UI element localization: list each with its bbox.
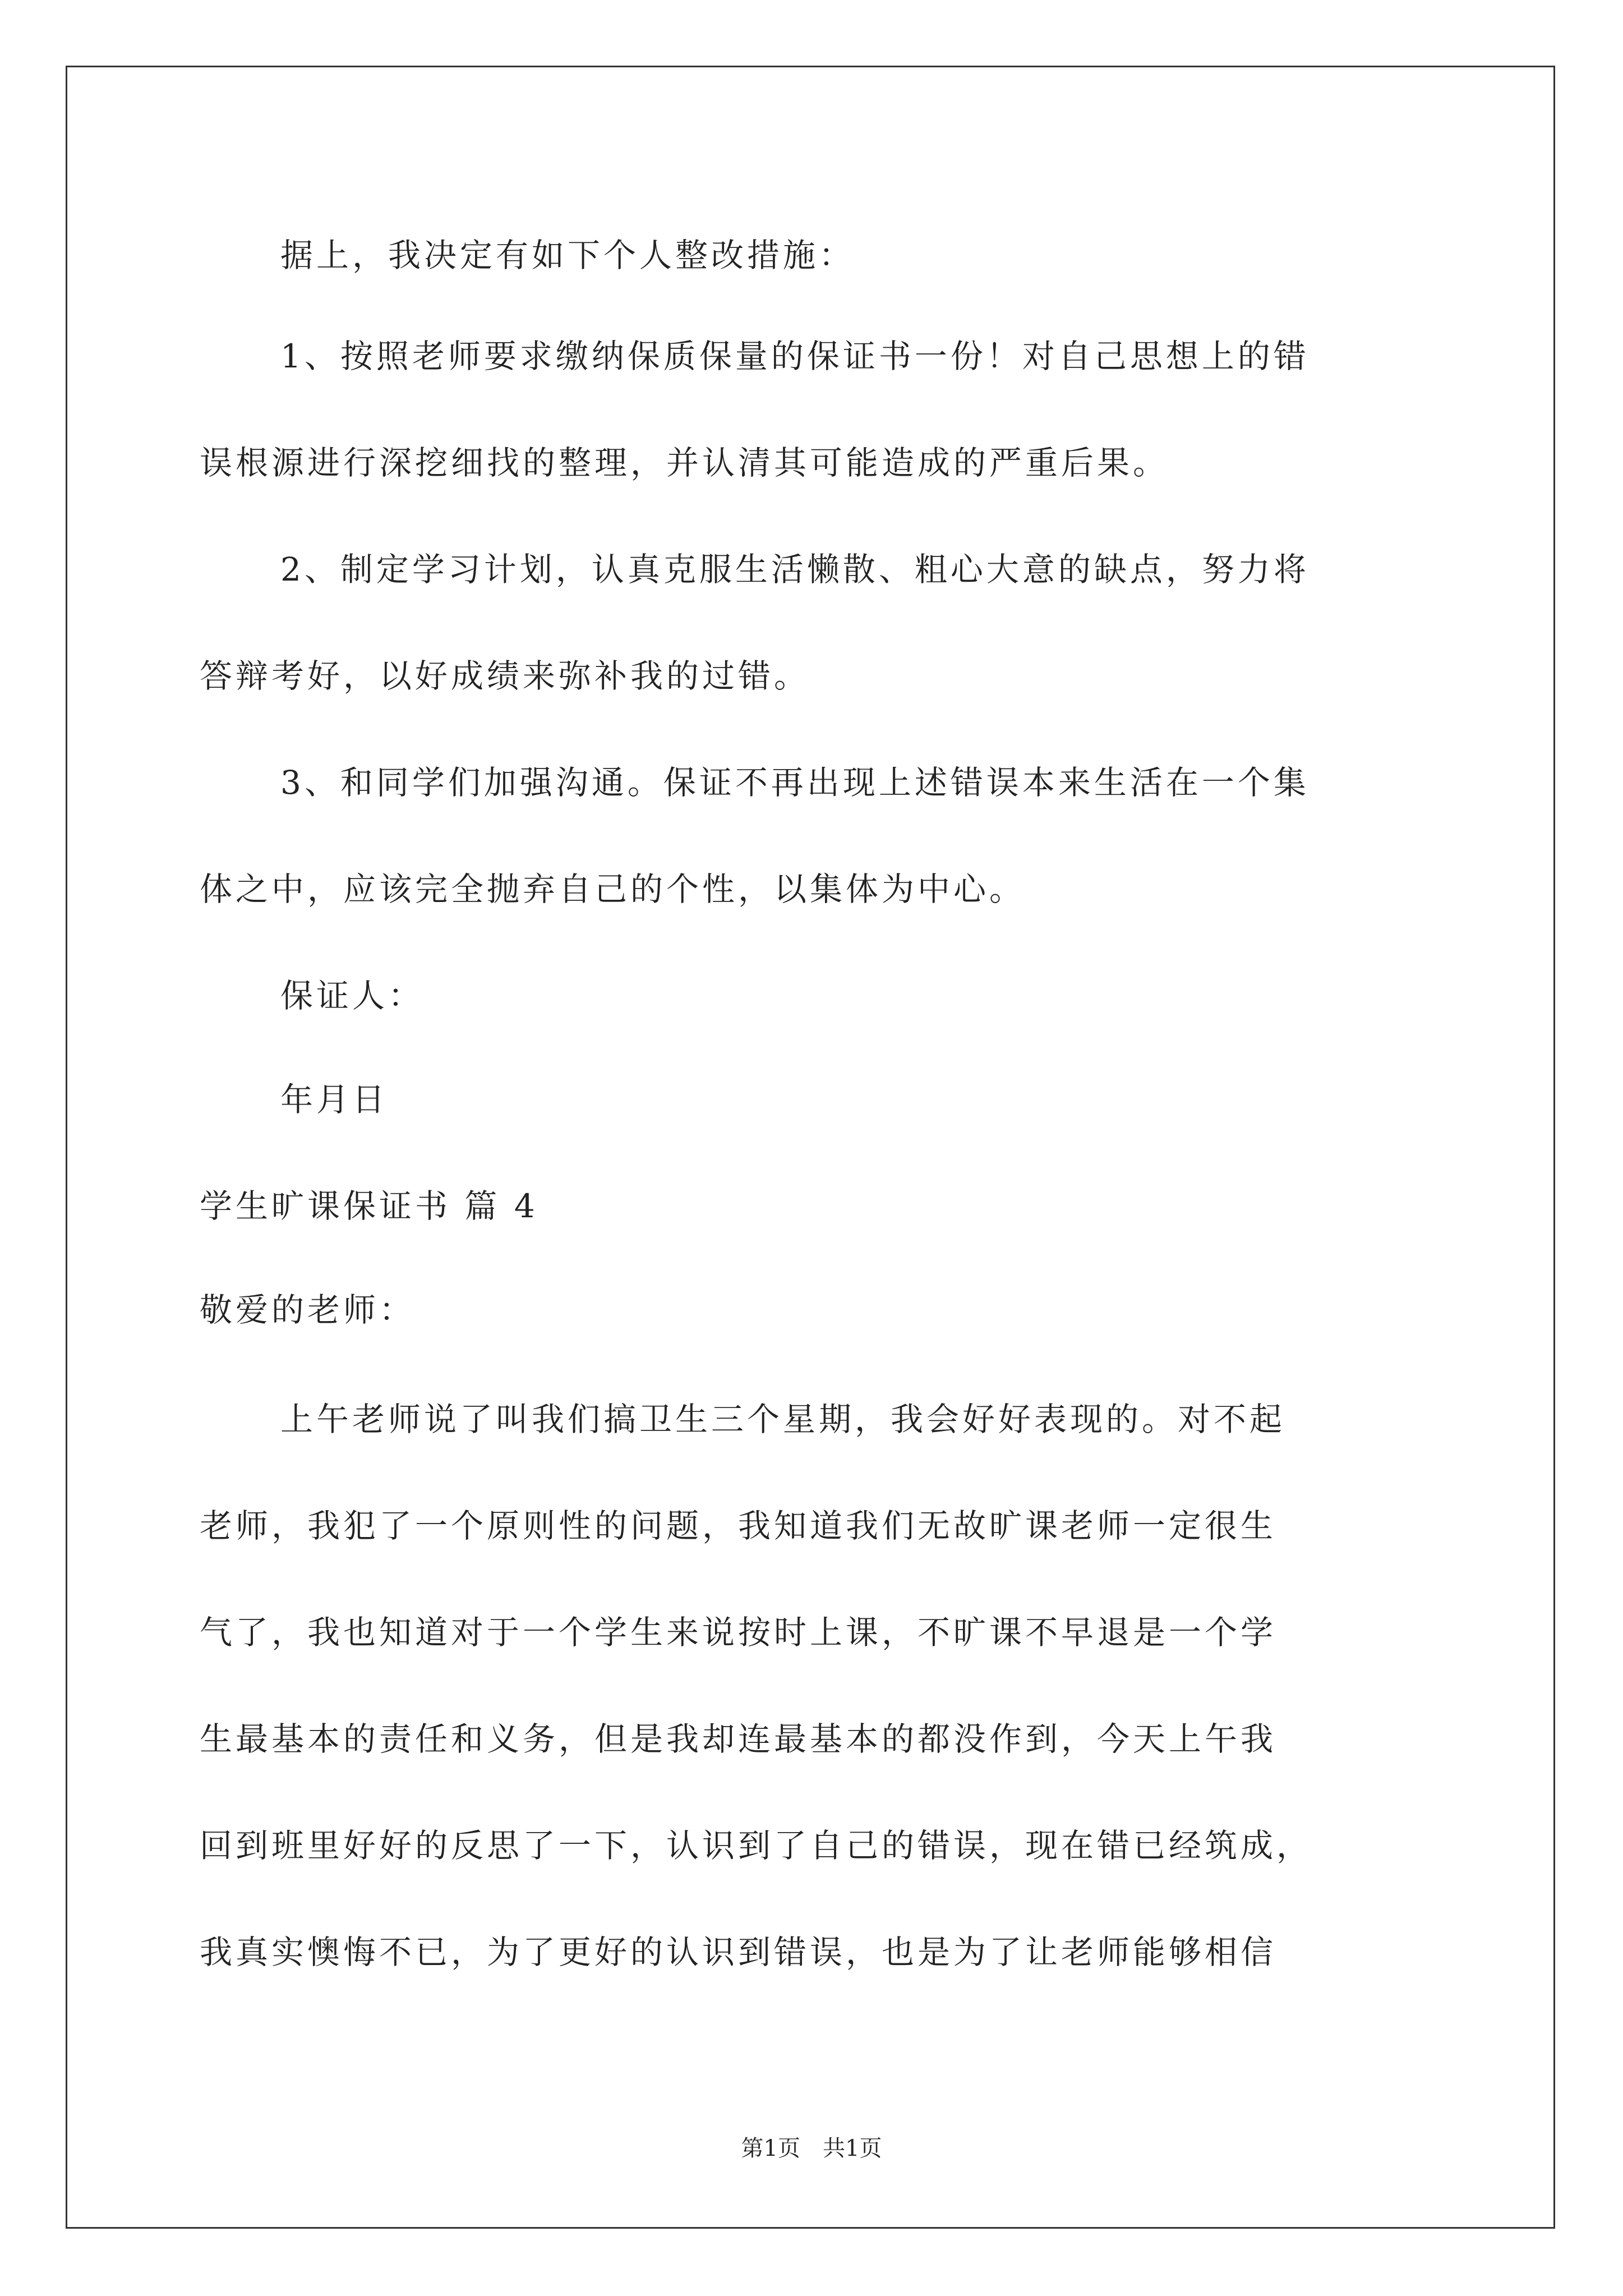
text-line: 回到班里好好的反思了一下，认识到了自己的错误，现在错已经筑成， xyxy=(200,1826,1313,1865)
page-total: 共1页 xyxy=(823,2136,882,2161)
text-line: 上午老师说了叫我们搞卫生三个星期，我会好好表现的。对不起 xyxy=(280,1400,1286,1438)
text-line: 2、制定学习计划，认真克服生活懒散、粗心大意的缺点，努力将 xyxy=(280,550,1310,588)
section-heading: 学生旷课保证书 篇 4 xyxy=(200,1187,538,1225)
text-line: 我真实懊悔不已，为了更好的认识到错误，也是为了让老师能够相信 xyxy=(200,1933,1277,1971)
page-number: 第1页 xyxy=(741,2136,800,2161)
page-footer xyxy=(0,2134,1623,2162)
signature-label: 保证人： xyxy=(280,977,425,1015)
page-border xyxy=(66,66,1555,2229)
text-line: 体之中，应该完全抛弃自己的个性，以集体为中心。 xyxy=(200,870,1026,908)
text-line: 误根源进行深挖细找的整理，并认清其可能造成的严重后果。 xyxy=(200,444,1169,482)
text-line: 据上，我决定有如下个人整改措施： xyxy=(280,236,855,274)
text-line: 3、和同学们加强沟通。保证不再出现上述错误本来生活在一个集 xyxy=(280,763,1310,802)
text-line: 气了，我也知道对于一个学生来说按时上课，不旷课不早退是一个学 xyxy=(200,1613,1277,1651)
text-line: 老师，我犯了一个原则性的问题，我知道我们无故旷课老师一定很生 xyxy=(200,1507,1277,1545)
salutation: 敬爱的老师： xyxy=(200,1291,416,1329)
text-line: 答辩考好，以好成绩来弥补我的过错。 xyxy=(200,657,810,695)
date-label: 年月日 xyxy=(280,1080,389,1119)
text-line: 1、按照老师要求缴纳保质保量的保证书一份！对自己思想上的错 xyxy=(280,337,1310,375)
text-line: 生最基本的责任和义务，但是我却连最基本的都没作到，今天上午我 xyxy=(200,1720,1277,1758)
